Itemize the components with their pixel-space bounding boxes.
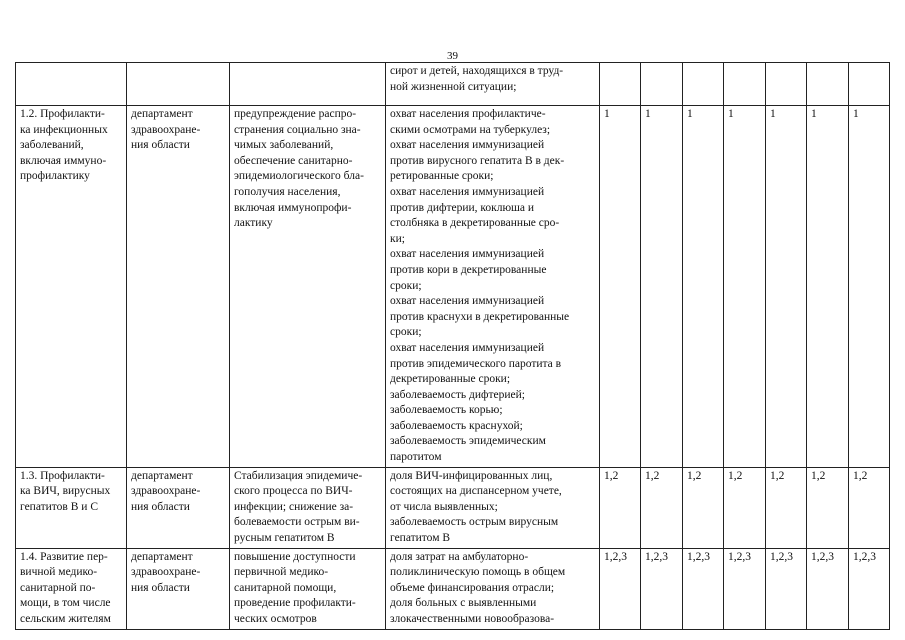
value-cell-text: 1,2 (645, 469, 660, 482)
value-cell-text: 1 (604, 108, 610, 120)
indicators-cell (386, 548, 600, 629)
value-cell (600, 106, 641, 468)
goal-cell (230, 467, 386, 548)
indicator-item: охват населения иммунизацией против вирусного гепатита В в дек- ретированные сроки; (390, 139, 565, 183)
value-cell-text: 1,2 (687, 469, 702, 482)
value-cell (641, 548, 683, 629)
table-row (16, 467, 890, 548)
value-cell-text: 1 (770, 108, 776, 120)
value-cell (641, 106, 683, 468)
indicator-item: доля больных с выявленными злокачественными новообразова- (390, 597, 555, 625)
value-cell (600, 548, 641, 629)
goal-cell (230, 63, 386, 106)
indicator-item: доля затрат на амбулаторно- поликлиническую помощь в общем объеме финансирования отрасли; (390, 550, 566, 594)
indicator-item: заболеваемость дифтерией; (390, 388, 525, 401)
value-cell-text: 1,2,3 (853, 550, 876, 563)
subprogram-name-cell-text: 1.4. Развитие пер- вичной медико- санитарной по- мощи, в том числе сельским жителям (20, 550, 111, 625)
value-cell (766, 548, 807, 629)
program-table (15, 62, 890, 630)
value-cell (683, 548, 724, 629)
value-cell (724, 467, 766, 548)
table-row (16, 548, 890, 629)
indicators-cell (386, 106, 600, 468)
value-cell-text: 1,2 (728, 469, 743, 482)
indicator-item: охват населения профилактиче- скими осмотрами на туберкулез; (390, 108, 551, 136)
value-cell-text: 1,2,3 (770, 550, 793, 563)
value-cell-text: 1 (811, 108, 817, 120)
indicator-item: доля ВИЧ-инфицированных лиц, состоящих на диспансерном учете, от числа выявленных; (390, 469, 562, 513)
value-cell (683, 106, 724, 468)
department-cell (127, 467, 230, 548)
indicator-item: сирот и детей, находящихся в труд- ной жизненной ситуации; (390, 65, 564, 93)
subprogram-name-cell-text: 1.3. Профилакти- ка ВИЧ, вирусных гепатитов В и С (20, 469, 111, 513)
value-cell (849, 106, 890, 468)
department-cell (127, 63, 230, 106)
value-cell (807, 467, 849, 548)
subprogram-name-cell (16, 106, 127, 468)
value-cell (807, 548, 849, 629)
value-cell (807, 106, 849, 468)
department-cell (127, 106, 230, 468)
goal-cell-text: повышение доступности первичной медико- санитарной помощи, проведение профилакти- ческих осмотров (234, 550, 356, 625)
goal-cell-text: Стабилизация эпидемиче- ского процесса по ВИЧ- инфекции; снижение за- болеваемости острым ви- русным гепатитом В (234, 469, 363, 545)
value-cell (600, 63, 641, 106)
indicator-item: охват населения иммунизацией против дифтерии, коклюша и столбняка в декретированные сро- ки; (390, 185, 560, 245)
value-cell (683, 467, 724, 548)
value-cell (766, 63, 807, 106)
value-cell (600, 467, 641, 548)
goal-cell (230, 548, 386, 629)
subprogram-name-cell (16, 548, 127, 629)
value-cell (724, 548, 766, 629)
value-cell-text: 1,2,3 (687, 550, 710, 563)
value-cell (641, 467, 683, 548)
indicator-item: заболеваемость корью; (390, 404, 503, 417)
department-cell-text: департамент здравоохране- ния области (131, 108, 201, 152)
indicator-item: охват населения иммунизацией против эпидемического паротита в декретированные сроки; (390, 341, 562, 386)
goal-cell-text: предупреждение распро- странения социально зна- чимых заболеваний, обеспечение санитарно- эпидемиологического бла- гополучия населения, включая иммунопрофи- лактику (234, 108, 364, 230)
value-cell (683, 63, 724, 106)
value-cell-text: 1 (687, 108, 693, 120)
subprogram-name-cell-text: 1.2. Профилакти- ка инфекционных заболеваний, включая иммуно- профилактику (20, 108, 108, 183)
value-cell-text: 1,2,3 (728, 550, 751, 563)
value-cell-text: 1,2,3 (811, 550, 834, 563)
value-cell-text: 1,2,3 (604, 550, 627, 563)
value-cell (766, 106, 807, 468)
value-cell (849, 63, 890, 106)
indicators-cell (386, 63, 600, 106)
value-cell-text: 1,2 (770, 469, 785, 482)
indicators-cell (386, 467, 600, 548)
page-number: 39 (447, 50, 458, 62)
value-cell (724, 106, 766, 468)
goal-cell (230, 106, 386, 468)
department-cell-text: департамент здравоохране- ния области (131, 469, 201, 513)
value-cell-text: 1,2 (853, 469, 868, 482)
value-cell-text: 1 (853, 108, 859, 120)
table-row (16, 63, 890, 106)
value-cell (849, 548, 890, 629)
subprogram-name-cell (16, 467, 127, 548)
indicator-item: охват населения иммунизацией против краснухи в декретированные сроки; (390, 295, 570, 339)
value-cell (724, 63, 766, 106)
indicator-item: заболеваемость эпидемическим паротитом (390, 435, 546, 464)
value-cell (807, 63, 849, 106)
value-cell (641, 63, 683, 106)
indicator-item: заболеваемость острым вирусным гепатитом В (390, 516, 559, 545)
value-cell (849, 467, 890, 548)
indicator-item: заболеваемость краснухой; (390, 419, 523, 432)
value-cell (766, 467, 807, 548)
table-row (16, 106, 890, 468)
indicator-item: охват населения иммунизацией против кори в декретированные сроки; (390, 248, 547, 292)
value-cell-text: 1,2 (811, 469, 826, 482)
department-cell (127, 548, 230, 629)
value-cell-text: 1,2 (604, 469, 619, 482)
subprogram-name-cell (16, 63, 127, 106)
department-cell-text: департамент здравоохране- ния области (131, 550, 201, 594)
value-cell-text: 1,2,3 (645, 550, 668, 563)
value-cell-text: 1 (645, 108, 651, 120)
value-cell-text: 1 (728, 108, 734, 120)
